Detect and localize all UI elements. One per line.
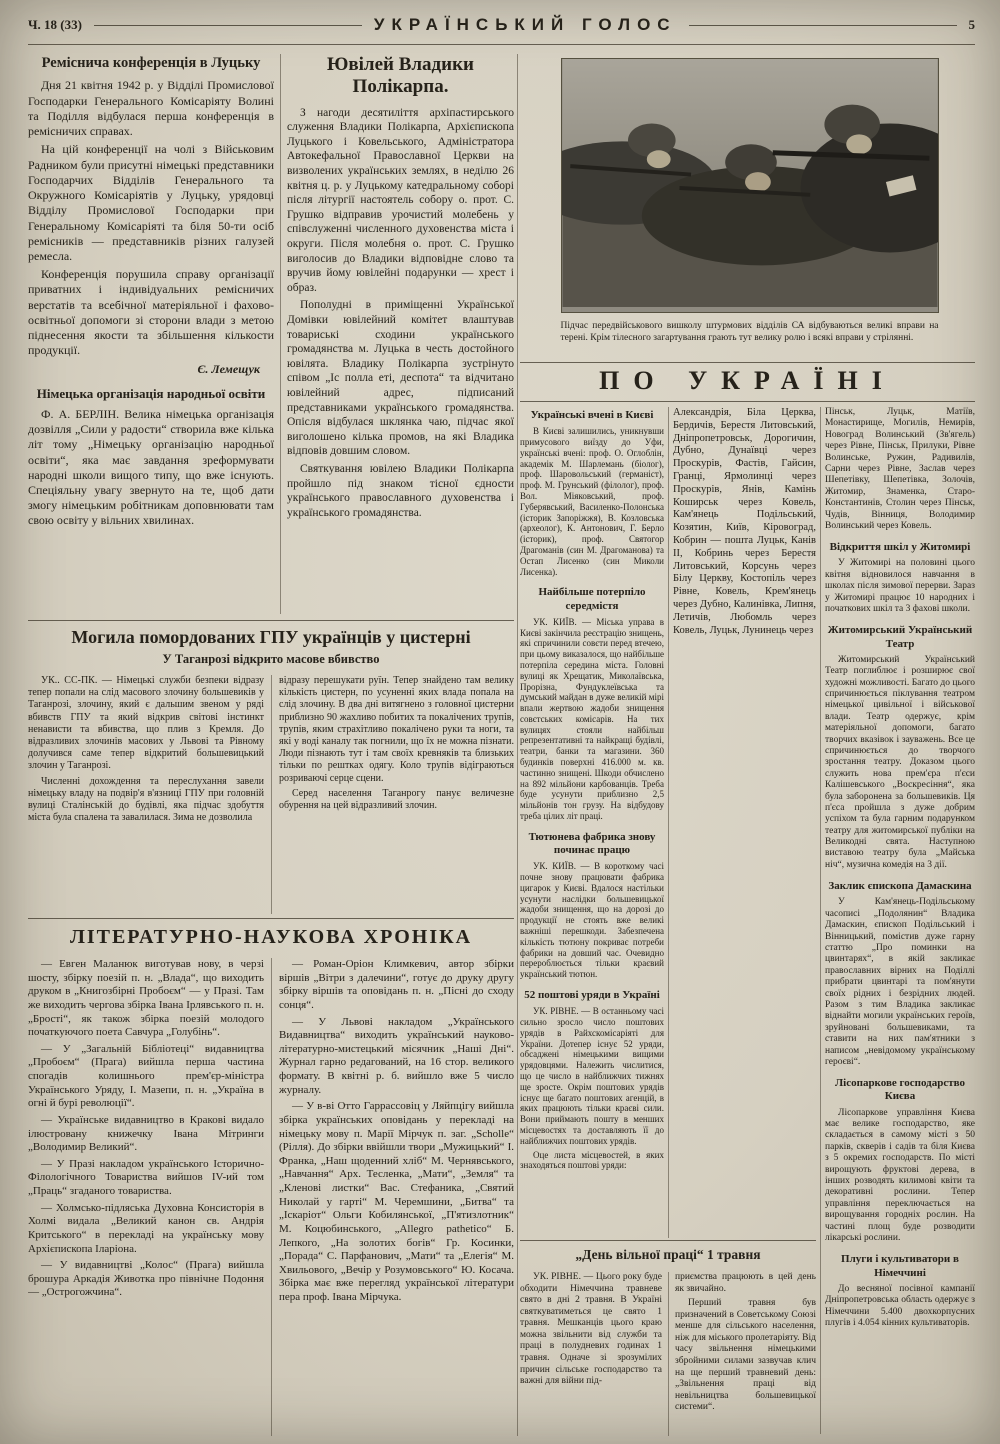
chronicle-column-2: [279, 958, 514, 1436]
parks-paragraph: Лісопаркове управління Києва має велике господарство, яке складається в самому місті з 50 парків, скверів і садів та біля Києва з 5 окремих господарств. По місті вирощують фруктові дерева, в інших розводять килимові квіти та декоративні рослини. Тепер управління переключається на вирощування городніх рослин. На частині площ буде розводити лікарські рослини.: [825, 1107, 975, 1243]
chronicle-item: — У „Загальній Бібліотеці“ видавництва „Пробоєм“ (Прага) вийшла перша частина спогадів колишнього прем'єр-міністра Українського Уряду, І. Мазепи, п. н. „Україна в огні й бурі революції“.: [28, 1042, 264, 1110]
chronicle-rule: [28, 918, 514, 919]
taganrog-paragraph-1: УК.. СС-ПК. — Німецькі служби безпеки відразу тепер попали на слід масового злочину большевиків у Таганрозі, злочину, який є дальшим звеном у ряді вбивств ГПУ та який відкрив світові інстинкт ненависти та вбивства, що плив з Кремля. До відразливих злочинів масових у Львові та Рівному долучився саме тепер відкритий большевицький злочин у Таганрозі.: [28, 675, 264, 772]
bishop-paragraph: У Кам'янець-Подільському часописі „Подолянин“ Владика Дамаскин, єпископ Подільський і Вінницький, помістив дуже гарну статтю „Про поминки на цвинтарях“, в якій закликає православних вірних на Поділлі прибрати цвинтарі та пом'янути своїх рідних і безрідних людей. Разом з тим Владика закликає віднайти могили українських героїв, зруйновані большевиками, та ставити на них пам'ятники з написом „невідомому українському героєві“.: [825, 897, 975, 1067]
page-header: [28, 10, 975, 40]
post-offices-town-list: Александрія, Біла Церква, Бердичів, Берестя Литовський, Дніпропетровськ, Дорогичин, Дубно, Дунаївці через Проскурів, Фастів, Гайсин, Гранці, Ярмолинці через Проскурів, Янів, Камінь Коширськ через Ковель, Кам'янець Подільський, Козятин, Київ, Кіровоград, Кобрин — пошта Луцьк, Канів II, Кобринь через Берестя Литовський, Корсунь через Білу Церкву, Костопіль через Рівне, Ковель, Крем'янець через Дубно, Калинівка, Липня, Летичів, Любомль через Ковель, Луцьк, Лунинець через: [673, 407, 816, 636]
chronicle-item: — Евген Маланюк виготував нову, в черзі шосту, збірку поезій п. н. „Влада“, що виходить друком в „Книгозбірні Пробоєм“ — у Празі. Там же виходить чергова збірка Івана Ірлявського п. н. „Брості“, як також збірка поезій молодого початкуючого поета Савчура „Голубінь“.: [28, 958, 264, 1039]
page-number: 5: [968, 17, 976, 32]
craft-signature: Є. Лемещук: [197, 361, 260, 376]
po-ukraini-column-b: [673, 407, 816, 1238]
city-center-paragraph: УК. КИЇВ. — Міська управа в Києві закінчила реєстрацію знищень, які спричинили совєти перед втечею, при цьому виказалося, що найбільше потерпіла середина міста. Головні вулиці як Хрещатик, Миколаївська, Прорізна, Фундуклеївська та думський майдан в дуже великій мірі впали жертвою жадоби знищення совєтських комісарів. На тих вулицях стояли найбільш репрезентативні та найкращі будівлі, театри, банки та магазини. 360 будинків поверхні 416.000 м. кв. частинно знищені. Шкоди обчислено на 892 мільйони карбованців. Треба буде усунути приблизно 2,5 мільйонів тон грузу. На відбудову треба цілих літ праці.: [520, 616, 664, 822]
post-offices-paragraph-1: УК. РІВНЕ. — В останньому часі сильно зросло число поштових урядів в Райхскомісаріяті для України. Дотепер існує 52 уряди, обсаджені німецькими вищими урядовцями. Належить числитися, що це число в найближчих тижнях ще зросте. Окрім поштових урядів існує ще багато поштових агенцій, в яких працюють тільки краєві сили. Вони приймають пошту в менших місцевостях та доставляють її до найближчих поштових урядів.: [520, 1006, 664, 1146]
po-ukraini-divider-2: [820, 407, 821, 1434]
taganrog-column-2: [279, 675, 514, 914]
schools-title: Відкриття шкіл у Житомирі: [829, 541, 971, 554]
jubilee-paragraph-3: Святкування ювілею Владики Полікарпа пройшло під знаком тісної єдности українського православного духовенства і українського громадянства.: [287, 462, 514, 519]
mayday-paragraph-2: приємства працюють в цей день як звичайно.: [675, 1272, 816, 1294]
chronicle-item: — У Празі накладом українського Історично-Філологічного Товариства вийшов IV-ий том „Праць“ згаданого товариства.: [28, 1157, 264, 1197]
taganrog-rule: [28, 620, 514, 621]
masthead-rule-left: [94, 25, 362, 26]
mayday-rule: [520, 1240, 816, 1241]
schools-paragraph: У Житомирі на половині цього квітня відновилося навчання в школах після зимової перерви. Зараз у Житомирі працює 10 народних і початкових шкіл та 3 фахові школи.: [825, 558, 975, 615]
post-offices-town-list-continued: Пінськ, Луцьк, Матіїв, Монастирище, Могилів, Немирів, Новоград Волинський (Зв'ягель) через Рівне, Пінськ, Прилуки, Рівне Волинське, Ружин, Радивилів, Сарни через Рівне, Заслав через Шепетівку, Шепетівка, Золочів, Житомир, Знаменка, Старо-Константинів, Столин через Пінськ, Чудів, Вінниця, Володимир Волинський через Ковель.: [825, 407, 975, 531]
taganrog-title: Могила помордованих ГПУ українців у цистерні: [71, 627, 471, 647]
post-offices-paragraph-2: Оце листа місцевостей, в яких знаходяться поштові уряди:: [520, 1149, 664, 1171]
craft-paragraph-2: На цій конференції на чолі з Військовим Радником були присутні німецькі представники Господарчих Відділів Генерального та Окружного Комісаріятів у Луцьку, урядовці Відділу Промислової Господарки при Генеральному Комісаріяті та біля 50-ти осіб ремісників — представників різних галузей ремесла.: [28, 142, 274, 263]
craft-paragraph-3: Конференція порушила справу організації приватних і індивідуальних ремісничих верстатів та всебічної матеріяльної і фахово-освітньої допомоги зі сторони влади з метою піднесення якости та збільшення кількости продукції.: [28, 267, 274, 358]
header-rule: [28, 44, 975, 45]
masthead-rule-right: [689, 25, 957, 26]
po-ukraini-column-c: [825, 407, 975, 1434]
mayday-column-divider: [668, 1272, 669, 1436]
chronicle-item: — У Львові накладом „Українського Видавництва“ виходить український науково-літературно-мистецький місячник „Наші Дні“. Журнал гарно редагований, на 16 стор. великого формату. В квітні р. б. вийшло вже 5 число журналу.: [279, 1015, 514, 1096]
mayday-paragraph-3: Перший травня був призначений в Советському Союзі менше для сільського населення, ніж для міського пролетаріяту. Від часу звільнення німецькими збройними силами зазвучав клич на ще перший травневий день: „Звільнення праці від невільництва большевицької системи“.: [675, 1298, 816, 1413]
education-paragraph: Ф. А. БЕРЛІН. Велика німецька організація дозвілля „Сили у радости“ створила вже кілька літ тому „Німецьку організацію народньої освіти“, яка має завдання зреформувати народні школи вищого типу, що вже існують. Спеціяльну увагу звернуто на те, щоб дати змогу німецьким робітникам доповнювати там свою освіту у вільних хвилинах.: [28, 406, 274, 528]
mayday-title: „День вільної праці“ 1 травня: [575, 1247, 761, 1262]
mayday-column-1: [520, 1272, 662, 1436]
tobacco-title: Тютюнева фабрика знову починає працю: [528, 830, 656, 857]
chronicle-column-1: [28, 958, 264, 1436]
plows-title: Плуги і культиватори в Німеччині: [841, 1253, 959, 1279]
chronicle-item: — У в-ві Отто Гаррассовіц у Ляйпцігу вийшла збірка українських оповідань у перекладі на німецьку мову п. Марії Мірчук п. заг. „Scholle“ (Рілля). До збірки ввійшли твори „Мужицький“ І. Франка, „Наш щоденний хліб“ М. Чернявського, „Навчання“ Арх. Тесленка, „Мати“, „Земля“ та „Кленові листки“ Вас. Стефаника, „Святий Николай у гарті“ М. Черемшини, „Битва“ та „Іскаріот“ Ольги Кобилянської, „П'ятизлотник“ М. Коцюбинського, „Allegro pathetico“ Б. Лепкого, „На золотих богів“ Гр. Косинки, „Порада“ С. Парфанович, „Мати“ та „Елегія“ М. Хвильового, „Вечір у Розумовського“ Ю. Косача. Збірка має вже перегляд української літератури пера проф. Івана Мірчука.: [279, 1100, 514, 1303]
article-title: Реміснича конференція в Луцьку: [41, 55, 261, 71]
tobacco-paragraph: УК. КИЇВ. — В короткому часі почне знову працювати фабрика цигарок у Києві. Вдалося настільки усунути наслідки большевицької жадоби знищення, що на дорозі до продукції не стоять вже великі важніші перешкоди. Забезпечена кількість тютюну покриває потреби фабрики на довший час. Очевидно перероблюється тільки краєвий український тютюн.: [520, 861, 664, 980]
chronicle-item: — Роман-Оріон Климкевич, автор збірки віршів „Вітри з далечини“, готує до друку другу збірку віршів та оповідань п. н. „Пісні до сходу сонця“.: [279, 958, 514, 1011]
mayday-paragraph-1: УК. РІВНЕ. — Цього року буде обходити Німеччина травневе свято в дні 2 травня. В Україні святкуватиметься це свято 1 травня. Мешканців цього краю можна звільнити від служби та праці в полудневих годинах 1 травня. Одначе зі зрозумілих причин сільське господарство та важні для війни під-: [520, 1272, 662, 1387]
taganrog-column-1: [28, 675, 264, 914]
po-ukraini-title: ПО УКРАЇНІ: [599, 366, 896, 395]
chronicle-item: — Українське видавництво в Кракові видало ілюстровану книжечку Івана Мітринги „Володимир Великий“.: [28, 1113, 264, 1154]
main-column-divider: [517, 54, 518, 1436]
mayday-column-2: [675, 1272, 816, 1436]
taganrog-subtitle: У Таганрозі відкрито масове вбивство: [162, 652, 380, 666]
scholars-paragraph: В Києві залишились, уникнувши примусового виїзду до Уфи, українські вчені: проф. О. Оглоблін, академік М. Шарлемань (біолог), проф. Шаровольський (германіст), проф. М. Грунський (філолог), проф. Вол. Міяковський, проф. Губерявський, Василенко-Полонська (історик Запоріжжя), В. Козловська (археолог), К. Антонович, Г. Берло (історик), проф. Святогор Драгоманів (син М. Драгоманова) та Остап Лисенко (син Миколи Лисенка).: [520, 426, 664, 577]
article-jubilee: [287, 54, 514, 618]
sa-training-photo: [561, 58, 939, 313]
po-ukraini-divider-1: [668, 407, 669, 1238]
jubilee-paragraph-1: З нагоди десятиліття архіпастирського служення Владики Полікарпа, Архієпископа Луцького і Ковельського, Адміністратора Автокефальної Православної Церкви на визволених українських землях, в неділю 26 квітня ц. р. у Луцькому катедральному соборі після літургії настоятель собору о. прот. С. Грушко відправив урочистий молебень у співслуженні численного духовенства міста і округи. Після молебня о. прот. С. Грушко виголосив до Владики відповідне слово та вручив йому ювілейні подарунки — хрест і образ.: [287, 106, 514, 294]
photo-caption: Підчас передвійськового вишколу штурмових відділів СА відбуваються великі вправи на терені. Крім тілесного загартування грають тут велику ролю і всякі вправи у стрілянні.: [560, 321, 939, 344]
chronicle-item: — У видавництві „Колос“ (Прага) вийшла брошура Аркадія Животка про північне Подоння — „Острогожчина“.: [28, 1259, 264, 1299]
photo-figure: [524, 58, 975, 358]
sa-training-photo-image: [562, 59, 938, 307]
issue-number: Ч. 18 (33): [28, 17, 82, 32]
po-ukraini-rule-bottom: [520, 401, 975, 402]
city-center-title: Найбільше потерпіло середмістя: [538, 586, 646, 612]
craft-paragraph-1: Дня 21 квітня 1942 р. у Відділі Промислової Господарки Генерального Комісаріяту Волині та Поділля відбулася перша конференція в ремісничих справах.: [28, 78, 274, 139]
article-craft-conference: [28, 54, 274, 618]
jubilee-paragraph-2: Пополудні в приміщенні Української Домівки ювілейний комітет влаштував товариські сходини українського громадянства м. Луцька в честь достойного ювілята. Владику Полікарпа зустрінуто співом „Іс полла еті, деспота“ та відчитано ювілейний адрес, підписаний представниками українського громадянства. Опісля відбулася шклянка чаю, підчас якої виголошено кілька промов, на які Владика відповів довшим словом.: [287, 299, 514, 458]
taganrog-paragraph-2: Численні дохождення та переслухання завели німецьку владу на подвір'я в'язниці ГПУ при головній вулиці Сталінській до будівлі, яка підчас здобуття міста була спалена та завалилася. Зима не дозволила: [28, 775, 264, 824]
masthead-title: УКРАЇНСЬКИЙ ГОЛОС: [373, 15, 677, 34]
chronicle-column-divider: [271, 958, 272, 1436]
column-divider-left: [280, 54, 281, 614]
scholars-title: Українські вчені в Києві: [530, 409, 654, 421]
post-offices-title: 52 поштові уряди в Україні: [524, 989, 660, 1001]
education-article-title: Німецька організація народньої освіти: [36, 385, 266, 401]
parks-title: Лісопаркове господарство Києва: [834, 1077, 966, 1103]
bishop-title: Заклик єпископа Дамаскина: [828, 880, 972, 893]
taganrog-paragraph-4: Серед населення Таганрогу панує величезне обурення на цей відразливий злочин.: [279, 787, 514, 811]
po-ukraini-rule-top: [520, 362, 975, 363]
taganrog-paragraph-3: відразу перешукати руїн. Тепер знайдено там велику кількість цистерн, по усуненні яких влада попала на слід злочину. В два дні витягнено з головної цистерни приблизно 90 жахливо побитих та покалічених трупів, трупів, яким страхітливо покалічено руки та ноги, та які у воді каналу так погнили, що їх не можна пізнати. Люди пізнають тут і там своїх кревняків та близьких тільки по рештках одягу. Коло трупів відіграються розриваючі серце сцени.: [279, 675, 514, 784]
theater-paragraph: Житомирський Український Театр поглиблює і розширює свої художні можливості. Багато до цього спричинюється піклування театром німецької цивільної і військової влади. Театр одержує, крім матеріяльної допомоги, багато творчих вказівок і зауважень. Все це спричинюється до творчого зростання театру. Доказом цього служить нова прем'єра п'єси Калішевського „Воскресіння“, яка була заборонена за большевиків. Ця п'єса пройшла з дуже добрим успіхом та була гарним подарунком театру для житомирської публіки на Великодні свята. Наступною виставою театру була „Майська ніч“, музична комедія на 3 дії.: [825, 654, 975, 870]
taganrog-column-divider: [271, 675, 272, 914]
plows-paragraph: До весняної посівної кампанії Дніпропетровська область одержує з Німеччини 5.400 двохкорпусних плугів і 4.054 кінних культиваторів.: [825, 1283, 975, 1328]
jubilee-title: Ювілей Владики Полікарпа.: [326, 54, 474, 97]
chronicle-item: — Холмсько-підляська Духовна Консисторія в Холмі видала „Великий канон св. Андрія Критського“ в перекладі на українську мову Архієпископа Іларіона.: [28, 1201, 264, 1255]
theater-title: Житомирський Український Театр: [827, 624, 973, 650]
po-ukraini-column-a: [520, 407, 664, 1238]
chronicle-title: ЛІТЕРАТУРНО-НАУКОВА ХРОНІКА: [69, 926, 473, 948]
